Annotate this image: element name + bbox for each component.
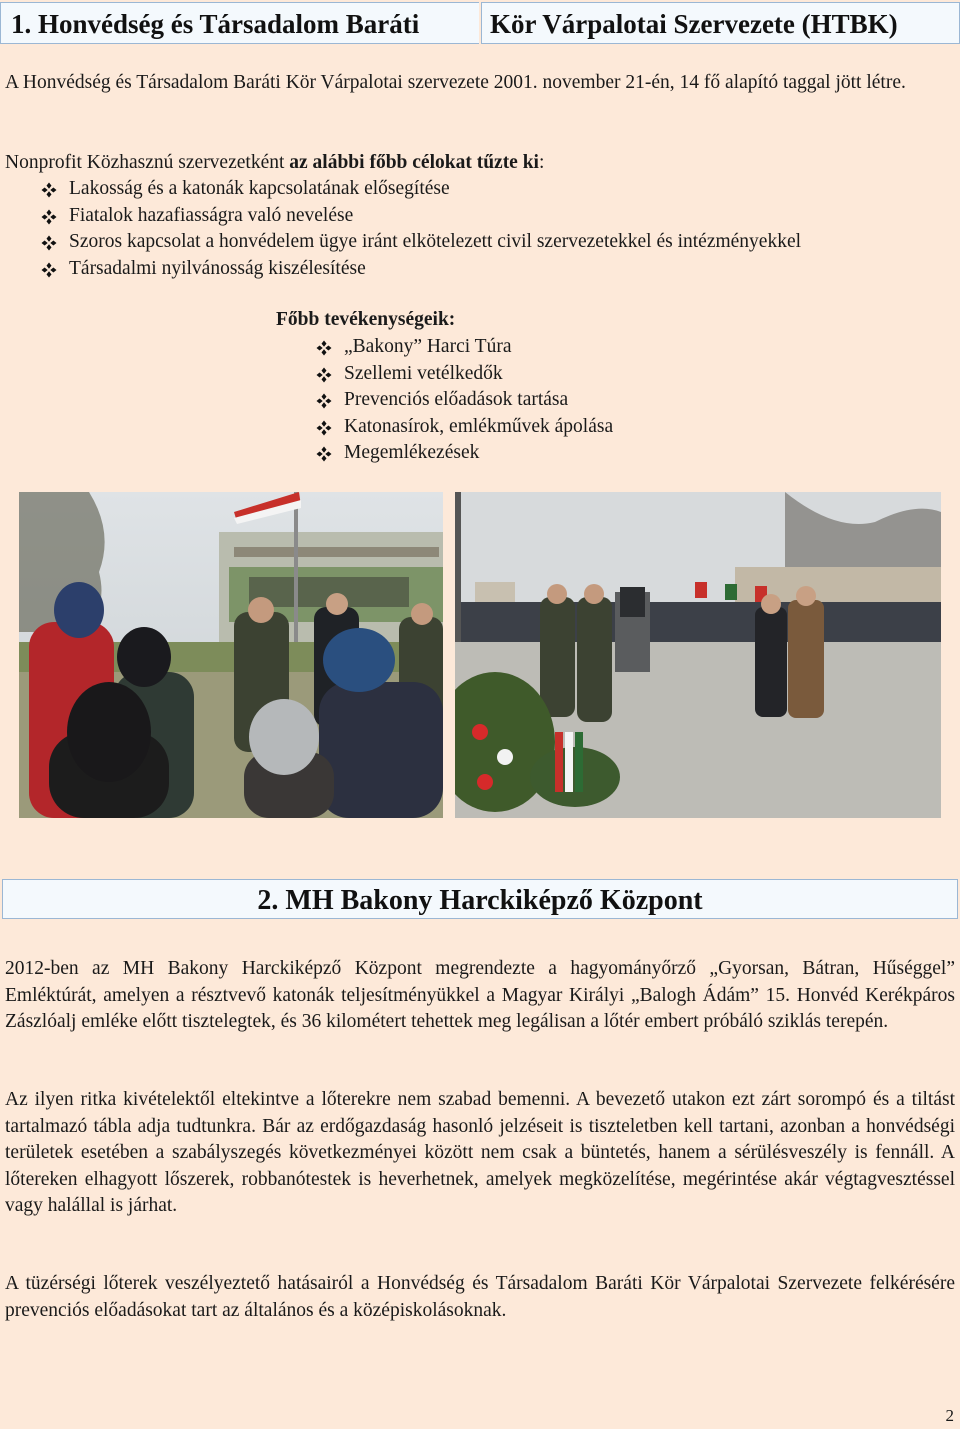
photo-commemoration-ceremony — [455, 492, 941, 818]
section1-title-right: Kör Várpalotai Szervezete (HTBK) — [490, 9, 898, 39]
section2-paragraph-1: 2012-ben az MH Bakony Harckiképző Központ megrendezte a hagyományőrző „Gyorsan, Bátran, Hűséggel” Emléktúrát, amelyen a résztvevő katonák teljesítményükkel a Magyar Királyi „Balogh Ádám” 15. Honvéd Kerékpáros Zászlóalj emléke előtt tisztelegtek, és 36 kilométert tehettek meg legálisan a lőtér embert próbáló sziklás terepén. — [5, 958, 955, 1032]
four-diamond-bullet-icon — [41, 235, 57, 251]
section2-paragraph-3: A tüzérségi lőterek veszélyeztető hatásairól a Honvédség és Társadalom Baráti Kör Várpalotai Szervezete felkérésére prevenciós előadásokat tart az általános és a középiskolásoknak. — [5, 1273, 955, 1321]
photo-youth-with-soldiers — [19, 492, 443, 818]
activities-title: Főbb tevékenységeik: — [276, 309, 456, 330]
section2-paragraph-2: Az ilyen ritka kivételektől eltekintve a lőterekre nem szabad bemenni. A bevezető utakon ezt zárt sorompó és a tiltást tartalmazó tábla adja tudtunkra. Bár az erdőgazdaság hasonló jelzéseit is tiszteletben kell tartani, azonban a honvédségi területek esetében a szabályszegés következményei között nem csak a büntetés, hanem a sérülésveszély is fennáll. A lőtereken elhagyott lőszerek, robbanótestek is heverhetnek, amelyek megközelítése, megérintése akár végtagvesztéssel vagy halállal is járhat. — [5, 1089, 955, 1216]
activity-item: Megemlékezések — [310, 440, 613, 467]
four-diamond-bullet-icon — [41, 182, 57, 198]
goal-item: Szoros kapcsolat a honvédelem ügye iránt elkötelezett civil szervezetekkel és intézményekkel — [35, 229, 801, 256]
goals-lead-colon: : — [538, 152, 545, 173]
activity-item: „Bakony” Harci Túra — [310, 334, 613, 361]
activity-item: Prevenciós előadások tartása — [310, 387, 613, 414]
goals-lead-normal: Nonprofit Közhasznú szervezetként — [5, 152, 290, 173]
section1-heading-left — [0, 2, 479, 44]
section1-title-left: 1. Honvédség és Társadalom Baráti — [11, 9, 420, 39]
section2-heading — [2, 879, 958, 919]
section1-intro: A Honvédség és Társadalom Baráti Kör Várpalotai szervezete 2001. november 21-én, 14 fő alapító taggal jött létre. — [5, 72, 906, 93]
goal-item: Fiatalok hazafiasságra való nevelése — [35, 203, 801, 230]
section1-heading-right — [481, 2, 960, 44]
activity-item: Szellemi vetélkedők — [310, 361, 613, 388]
four-diamond-bullet-icon — [41, 262, 57, 278]
section2-title: 2. MH Bakony Harckiképző Központ — [257, 885, 703, 916]
four-diamond-bullet-icon — [316, 393, 332, 409]
goal-item: Lakosság és a katonák kapcsolatának elősegítése — [35, 176, 801, 203]
goals-lead — [5, 150, 955, 177]
four-diamond-bullet-icon — [316, 446, 332, 462]
goals-lead-bold: az alábbi főbb célokat tűzte ki — [289, 152, 539, 173]
four-diamond-bullet-icon — [41, 209, 57, 225]
activities-list — [310, 334, 613, 467]
four-diamond-bullet-icon — [316, 340, 332, 356]
activity-item: Katonasírok, emlékművek ápolása — [310, 414, 613, 441]
four-diamond-bullet-icon — [316, 367, 332, 383]
four-diamond-bullet-icon — [316, 420, 332, 436]
goals-list — [35, 176, 801, 282]
goal-item: Társadalmi nyilvánosság kiszélesítése — [35, 256, 801, 283]
page-number: 2 — [945, 1406, 954, 1425]
